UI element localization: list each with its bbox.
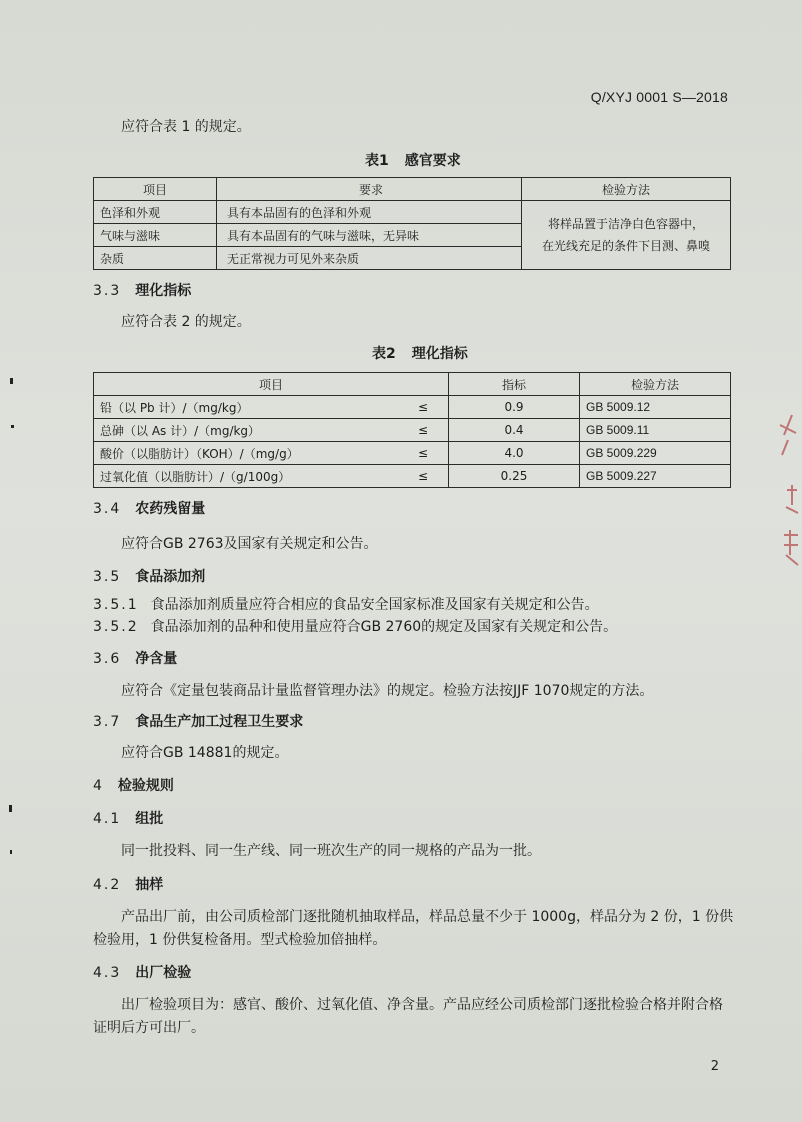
section-title: 出厂检验: [135, 965, 192, 981]
stamp-fragment: [762, 395, 802, 585]
method-line: 将样品置于洁净白色容器中，: [547, 217, 704, 231]
cell-method: GB 5009.229: [580, 442, 731, 465]
cell-limit: 0.4: [449, 419, 580, 442]
section-number: 4.3: [93, 965, 122, 981]
section-number: 3.6: [93, 651, 122, 667]
cell-method: GB 5009.11: [580, 419, 731, 442]
section-title: 农药残留量: [135, 501, 206, 517]
table2-caption-title: 理化指标: [411, 346, 468, 362]
column-header-limit: 指标: [449, 373, 580, 396]
physicochemical-table: [93, 372, 731, 488]
section-number: 3.4: [93, 501, 122, 517]
table-row: [94, 419, 731, 442]
section-heading-3-3: [93, 282, 191, 300]
section-heading-4-2: [93, 876, 163, 894]
column-header-item: 项目: [94, 373, 449, 396]
standard-code: Q/XYJ 0001 S—2018: [590, 89, 728, 105]
clause-3-5-2: [93, 618, 617, 636]
clause-number: 3.5.2: [93, 619, 139, 635]
section-paragraph: 应符合表 2 的规定。: [121, 314, 251, 330]
cell-operator: ≤: [402, 442, 449, 465]
section-number: 4: [93, 778, 104, 794]
table-header-row: [94, 178, 731, 201]
section-heading-3-6: [93, 650, 177, 668]
cell-item: 色泽和外观: [94, 201, 217, 224]
table-row: [94, 201, 731, 224]
cell-item: 总砷（以 As 计）/（mg/kg）: [94, 419, 403, 442]
section-paragraph-line: 检验用，1 份供复检备用。型式检验加倍抽样。: [93, 932, 387, 948]
clause-3-5-1: [93, 596, 599, 614]
section-number: 3.7: [93, 714, 122, 730]
table-header-row: [94, 373, 731, 396]
cell-requirement: 具有本品固有的色泽和外观: [217, 201, 522, 224]
method-line: 在光线充足的条件下目测、鼻嗅: [541, 239, 710, 253]
column-header-method: 检验方法: [580, 373, 731, 396]
section-title: 抽样: [135, 877, 164, 893]
section-paragraph: 同一批投料、同一生产线、同一班次生产的同一规格的产品为一批。: [121, 843, 541, 859]
clause-text: 食品添加剂质量应符合相应的食品安全国家标准及国家有关规定和公告。: [150, 597, 599, 613]
section-heading-3-7: [93, 713, 303, 731]
cell-method: [522, 201, 731, 270]
section-title: 食品添加剂: [135, 569, 206, 585]
cell-operator: ≤: [402, 419, 449, 442]
table-row: [94, 396, 731, 419]
section-paragraph-line: 证明后方可出厂。: [93, 1020, 205, 1036]
section-title: 净含量: [135, 651, 178, 667]
section-title: 组批: [135, 811, 164, 827]
table2-caption-number: 表2: [372, 346, 396, 362]
cell-operator: ≤: [402, 396, 449, 419]
cell-operator: ≤: [402, 465, 449, 488]
cell-item: 酸价（以脂肪计）（KOH）/（mg/g）: [94, 442, 403, 465]
section-paragraph: 应符合GB 14881的规定。: [121, 745, 289, 761]
section-number: 3.3: [93, 283, 122, 299]
section-number: 4.2: [93, 877, 122, 893]
cell-requirement: 具有本品固有的气味与滋味，无异味: [217, 224, 522, 247]
section-paragraph-line: 出厂检验项目为：感官、酸价、过氧化值、净含量。产品应经公司质检部门逐批检验合格并附合格: [121, 997, 723, 1013]
cell-limit: 4.0: [449, 442, 580, 465]
section-title: 食品生产加工过程卫生要求: [135, 714, 304, 730]
page-number: 2: [710, 1059, 719, 1074]
scan-mark: [10, 378, 13, 384]
column-header-requirement: 要求: [217, 178, 522, 201]
table2-caption: [372, 343, 468, 363]
sensory-requirements-table: [93, 177, 731, 270]
scan-mark: [11, 425, 14, 428]
cell-item: 过氧化值（以脂肪计）/（g/100g）: [94, 465, 403, 488]
cell-method: GB 5009.12: [580, 396, 731, 419]
column-header-method: 检验方法: [522, 178, 731, 201]
section-heading-4-1: [93, 810, 163, 828]
cell-item: 铅（以 Pb 计）/（mg/kg）: [94, 396, 403, 419]
cell-method: GB 5009.227: [580, 465, 731, 488]
section-number: 3.5: [93, 569, 122, 585]
table1-caption: [365, 150, 461, 170]
cell-limit: 0.9: [449, 396, 580, 419]
scan-mark: [10, 850, 12, 854]
table1-caption-number: 表1: [365, 153, 389, 169]
scan-mark: [9, 805, 12, 812]
cell-limit: 0.25: [449, 465, 580, 488]
clause-text: 食品添加剂的品种和使用量应符合GB 2760的规定及国家有关规定和公告。: [150, 619, 618, 635]
intro-paragraph: 应符合表 1 的规定。: [121, 119, 251, 135]
cell-item: 气味与滋味: [94, 224, 217, 247]
section-title: 理化指标: [135, 283, 192, 299]
table-row: [94, 465, 731, 488]
section-number: 4.1: [93, 811, 122, 827]
section-paragraph: 应符合GB 2763及国家有关规定和公告。: [121, 536, 378, 552]
table1-caption-title: 感官要求: [404, 153, 461, 169]
cell-requirement: 无正常视力可见外来杂质: [217, 247, 522, 270]
section-heading-4-3: [93, 964, 191, 982]
table-row: [94, 442, 731, 465]
section-paragraph: 应符合《定量包装商品计量监督管理办法》的规定。检验方法按JJF 1070规定的方法。: [121, 683, 654, 699]
section-title: 检验规则: [117, 778, 174, 794]
clause-number: 3.5.1: [93, 597, 139, 613]
section-heading-3-4: [93, 500, 205, 518]
section-heading-4: [93, 777, 174, 795]
section-heading-3-5: [93, 568, 205, 586]
section-paragraph-line: 产品出厂前，由公司质检部门逐批随机抽取样品，样品总量不少于 1000g，样品分为 2 份，1 份供: [121, 909, 734, 925]
cell-item: 杂质: [94, 247, 217, 270]
column-header-item: 项目: [94, 178, 217, 201]
